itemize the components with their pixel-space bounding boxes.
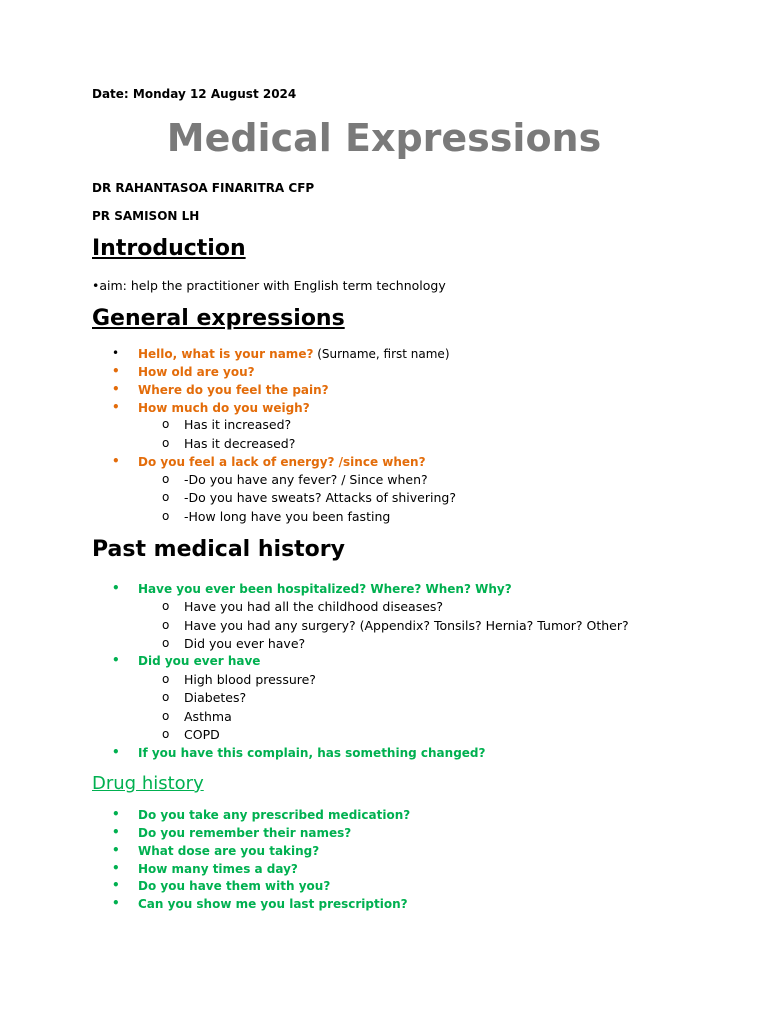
sub-list-item: Has it increased?	[184, 417, 292, 432]
sub-list-item: High blood pressure?	[184, 672, 316, 687]
bullet-icon: •	[112, 745, 120, 759]
sub-list-item: COPD	[184, 727, 220, 742]
sub-list-item: Have you had any surgery? (Appendix? Tonsils? Hernia? Tumor? Other?	[184, 618, 629, 633]
bullet-icon: •	[112, 807, 120, 821]
document-title: Medical Expressions	[166, 116, 602, 160]
list-item: Can you show me you last prescription?	[138, 897, 408, 911]
sub-bullet-icon: o	[162, 618, 170, 632]
bullet-icon: •	[112, 454, 120, 468]
list-item: How much do you weigh?	[138, 401, 310, 415]
bullet-icon: •	[112, 346, 120, 360]
sub-bullet-icon: o	[162, 709, 170, 723]
list-item: Do you take any prescribed medication?	[138, 808, 411, 822]
heading-drug-history: Drug history	[92, 773, 204, 794]
sub-bullet-icon: o	[162, 636, 170, 650]
bullet-icon: •	[112, 896, 120, 910]
bullet-icon: •	[112, 843, 120, 857]
author-2: PR SAMISON LH	[92, 209, 200, 223]
bullet-icon: •	[112, 581, 120, 595]
list-item: If you have this complain, has something changed?	[138, 746, 486, 760]
sub-bullet-icon: o	[162, 436, 170, 450]
list-item: How old are you?	[138, 365, 255, 379]
sub-list-item: -Do you have any fever? / Since when?	[184, 472, 428, 487]
list-item: Did you ever have	[138, 654, 261, 668]
author-1: DR RAHANTASOA FINARITRA CFP	[92, 181, 315, 195]
sub-list-item: Asthma	[184, 709, 232, 724]
sub-list-item: Diabetes?	[184, 690, 247, 705]
bullet-icon: •	[112, 400, 120, 414]
introduction-text: •aim: help the practitioner with English term technology	[92, 278, 446, 293]
sub-list-item: Did you ever have?	[184, 636, 306, 651]
bullet-icon: •	[112, 825, 120, 839]
list-item	[138, 347, 450, 361]
document-date: Date: Monday 12 August 2024	[92, 87, 297, 101]
list-item: How many times a day?	[138, 862, 298, 876]
sub-list-item: Have you had all the childhood diseases?	[184, 599, 444, 614]
sub-list-item: Has it decreased?	[184, 436, 296, 451]
question-suffix: (Surname, first name)	[313, 347, 450, 361]
bullet-icon: •	[112, 653, 120, 667]
heading-general-expressions: General expressions	[92, 306, 345, 331]
list-item: What dose are you taking?	[138, 844, 320, 858]
sub-bullet-icon: o	[162, 472, 170, 486]
list-item: Do you feel a lack of energy? /since when?	[138, 455, 426, 469]
list-item: Do you have them with you?	[138, 879, 331, 893]
sub-bullet-icon: o	[162, 599, 170, 613]
sub-bullet-icon: o	[162, 490, 170, 504]
sub-bullet-icon: o	[162, 509, 170, 523]
question-text: Hello, what is your name?	[138, 347, 314, 361]
sub-bullet-icon: o	[162, 727, 170, 741]
bullet-icon: •	[112, 878, 120, 892]
sub-bullet-icon: o	[162, 690, 170, 704]
bullet-icon: •	[112, 364, 120, 378]
list-item: Do you remember their names?	[138, 826, 352, 840]
sub-bullet-icon: o	[162, 672, 170, 686]
heading-introduction: Introduction	[92, 236, 246, 261]
list-item: Where do you feel the pain?	[138, 383, 329, 397]
heading-past-medical-history: Past medical history	[92, 537, 345, 562]
list-item: Have you ever been hospitalized? Where? When? Why?	[138, 582, 512, 596]
sub-bullet-icon: o	[162, 417, 170, 431]
bullet-icon: •	[112, 861, 120, 875]
bullet-icon: •	[112, 382, 120, 396]
sub-list-item: -How long have you been fasting	[184, 509, 391, 524]
sub-list-item: -Do you have sweats? Attacks of shivering?	[184, 490, 456, 505]
